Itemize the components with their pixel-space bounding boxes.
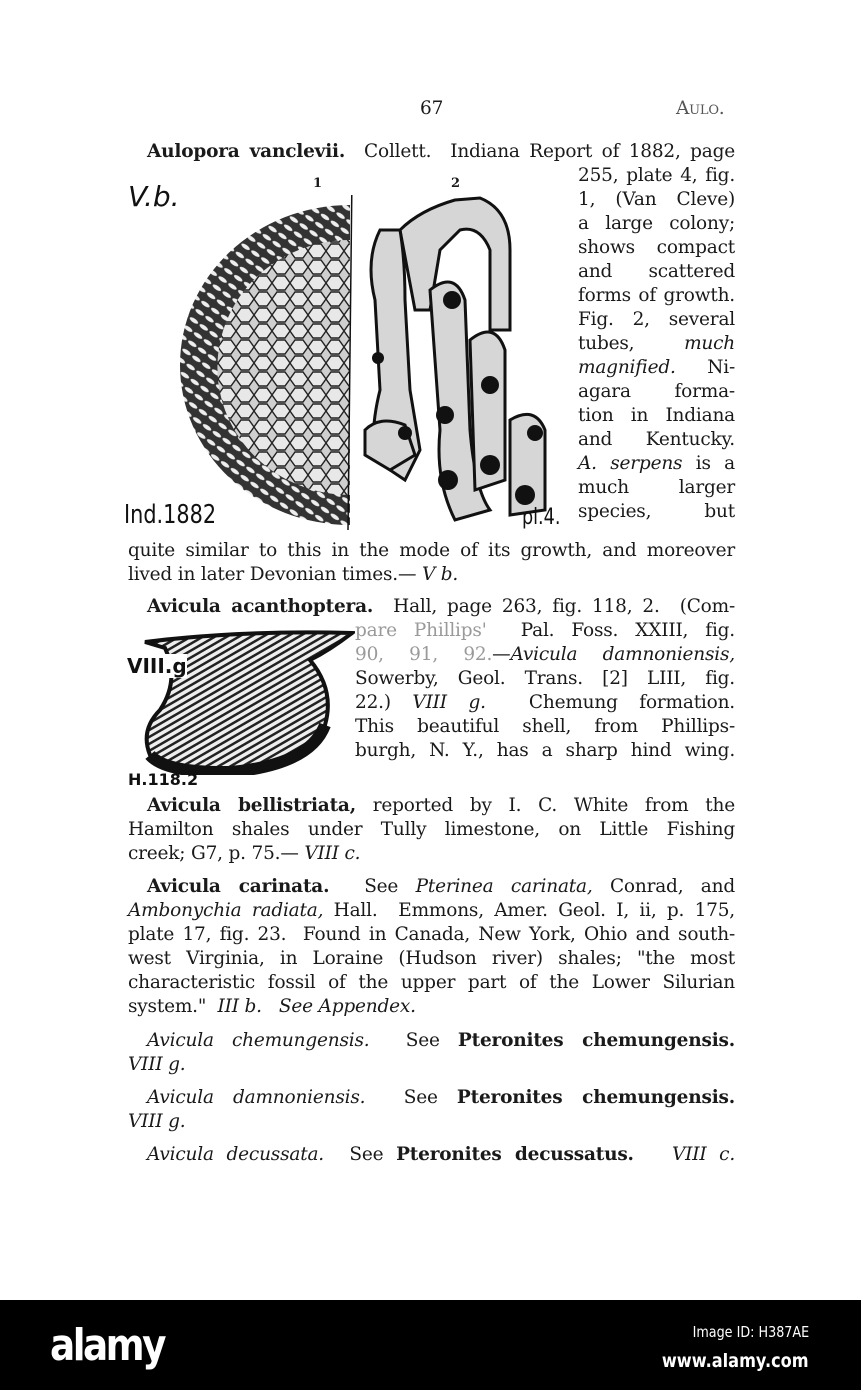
text-segment: and scattered [578, 261, 735, 282]
text-segment: This beautiful shell, from Phillips- [355, 716, 735, 737]
text-line [128, 564, 458, 586]
website-url: www.alamy.com [662, 1350, 809, 1372]
handwritten-label-h118: H.118.2 [128, 770, 199, 789]
handwritten-label-vb: V.b. [128, 180, 180, 213]
text-line [147, 1087, 735, 1109]
italic-text: Avicula chemungensis. [147, 1030, 370, 1051]
text-line [578, 285, 735, 307]
italic-text: III b. See Appendex. [217, 996, 416, 1017]
text-line [578, 237, 735, 259]
figure-avicula-shell [140, 630, 355, 775]
text-segment: much larger [578, 477, 735, 498]
text-segment: Hamilton shales under Tully limestone, on Little Fishing [128, 819, 735, 840]
italic-text: VIII g. [128, 1111, 186, 1132]
text-line [128, 1111, 186, 1133]
text-line [355, 620, 735, 642]
image-id: Image ID: H387AE [692, 1323, 809, 1341]
text-line [147, 1030, 735, 1052]
text-line [578, 165, 735, 187]
entry-heading: Pteronites decussatus. [396, 1144, 634, 1165]
text-line [578, 477, 735, 499]
text-segment: species, but [578, 501, 735, 522]
entry-heading: Avicula acanthoptera. [147, 596, 374, 617]
text-segment: characteristic fossil of the upper part of the Lower Silurian [128, 972, 735, 993]
text-segment: is a [682, 453, 736, 474]
italic-text: VIII g. [412, 692, 486, 713]
text-segment: See [323, 1144, 397, 1165]
text-segment: tubes, [578, 333, 685, 354]
text-segment: Chemung formation. [485, 692, 735, 713]
text-line [128, 996, 416, 1018]
figure-2-tubes [360, 190, 575, 530]
text-segment: 1, (Van Cleve) [578, 189, 735, 210]
text-line [578, 453, 735, 475]
text-line [147, 795, 735, 817]
text-segment: and Kentucky. [578, 429, 735, 450]
text-line [128, 843, 360, 865]
text-segment: creek; G7, p. 75.— [128, 843, 305, 864]
text-segment: tion in Indiana [578, 405, 735, 426]
text-line [355, 692, 735, 714]
text-segment: Fig. 2, several [578, 309, 735, 330]
text-line [578, 309, 735, 331]
handwritten-label-ind-1882: Ind.1882 [124, 500, 217, 530]
alamy-logo: alamy [50, 1320, 164, 1371]
text-line [578, 333, 735, 355]
italic-text: much [684, 333, 735, 354]
text-segment: 22.) [355, 692, 413, 713]
entry-heading: Pteronites chemungensis. [457, 1030, 735, 1051]
text-line [578, 405, 735, 427]
text-segment: Hall. Emmons, Amer. Geol. I, ii, p. 175, [323, 900, 735, 921]
page-number: 67 [420, 98, 444, 119]
text-line [578, 501, 735, 523]
italic-text: A. serpens [578, 453, 683, 474]
handwritten-label-viii-g: VIII.g [127, 654, 187, 678]
text-segment: See [329, 876, 416, 897]
italic-text: Ambonychia radiata, [128, 900, 324, 921]
text-segment: quite similar to this in the mode of its growth, and moreover [128, 540, 735, 561]
text-line [578, 357, 735, 379]
text-line [355, 740, 735, 762]
text-segment: Pal. Foss. XXIII, fig. [486, 620, 735, 641]
text-segment: Ni- [675, 357, 735, 378]
italic-text: Pterinea carinata, [415, 876, 593, 897]
handwritten-label-pl4: pl.4. [522, 505, 561, 530]
text-segment: pare Phillips' [355, 620, 487, 641]
text-segment: reported by I. C. White from the [355, 795, 735, 816]
text-segment: 90, 91, 92. [355, 644, 493, 665]
text-line [128, 819, 735, 841]
text-segment: shows compact [578, 237, 735, 258]
italic-text: VIII c. [671, 1144, 736, 1165]
text-segment: 255, plate 4, fig. [578, 165, 735, 186]
text-segment: See [369, 1030, 458, 1051]
text-segment: Sowerby, Geol. Trans. [2] LIII, fig. [355, 668, 735, 689]
text-line [578, 381, 735, 403]
figure-1-number: 1 [313, 176, 322, 191]
text-segment: Hall, page 263, fig. 118, 2. (Com- [373, 596, 735, 617]
text-line [128, 924, 735, 946]
entry-heading: Avicula carinata. [147, 876, 330, 897]
text-line [128, 972, 735, 994]
text-segment: west Virginia, in Loraine (Hudson river) shales; "the most [128, 948, 735, 969]
text-segment: Collett. Indiana Report of 1882, page [345, 141, 735, 162]
text-line [147, 876, 735, 898]
italic-text: magnified. [578, 357, 676, 378]
text-line [128, 900, 735, 922]
italic-text: Avicula decussata. [147, 1144, 324, 1165]
text-line [128, 540, 735, 562]
text-line [147, 1144, 735, 1166]
text-segment: plate 17, fig. 23. Found in Canada, New York, Ohio and south- [128, 924, 735, 945]
entry-heading: Aulopora vanclevii. [147, 141, 346, 162]
text-line [578, 429, 735, 451]
text-line [147, 596, 735, 618]
text-segment: See [365, 1087, 457, 1108]
text-segment: lived in later Devonian times.— [128, 564, 422, 585]
text-line [128, 1054, 186, 1076]
entry-heading: Pteronites chemungensis. [456, 1087, 735, 1108]
running-head: Aulo. [676, 98, 725, 119]
text-segment: forms of growth. [578, 285, 735, 306]
text-line [355, 644, 735, 666]
text-line [355, 668, 735, 690]
figure-1-colony [128, 195, 358, 535]
italic-text: V b. [421, 564, 459, 585]
text-segment: — [492, 644, 511, 665]
text-segment: Conrad, and [592, 876, 735, 897]
entry-heading: Avicula bellistriata, [147, 795, 356, 816]
text-line [578, 213, 735, 235]
text-line [578, 189, 735, 211]
text-line [355, 716, 735, 738]
text-segment: agara forma- [578, 381, 735, 402]
italic-text: Avicula damnoniensis. [147, 1087, 366, 1108]
italic-text: VIII c. [304, 843, 361, 864]
text-segment: system." [128, 996, 218, 1017]
text-line [128, 948, 735, 970]
text-segment [634, 1144, 672, 1165]
italic-text: Avicula damnoniensis, [510, 644, 735, 665]
italic-text: VIII g. [128, 1054, 186, 1075]
text-line [578, 261, 735, 283]
text-segment: a large colony; [578, 213, 735, 234]
text-segment: burgh, N. Y., has a sharp hind wing. [355, 740, 735, 761]
watermark-footer [0, 1300, 861, 1390]
text-line [147, 141, 735, 163]
figure-2-number: 2 [451, 176, 460, 191]
